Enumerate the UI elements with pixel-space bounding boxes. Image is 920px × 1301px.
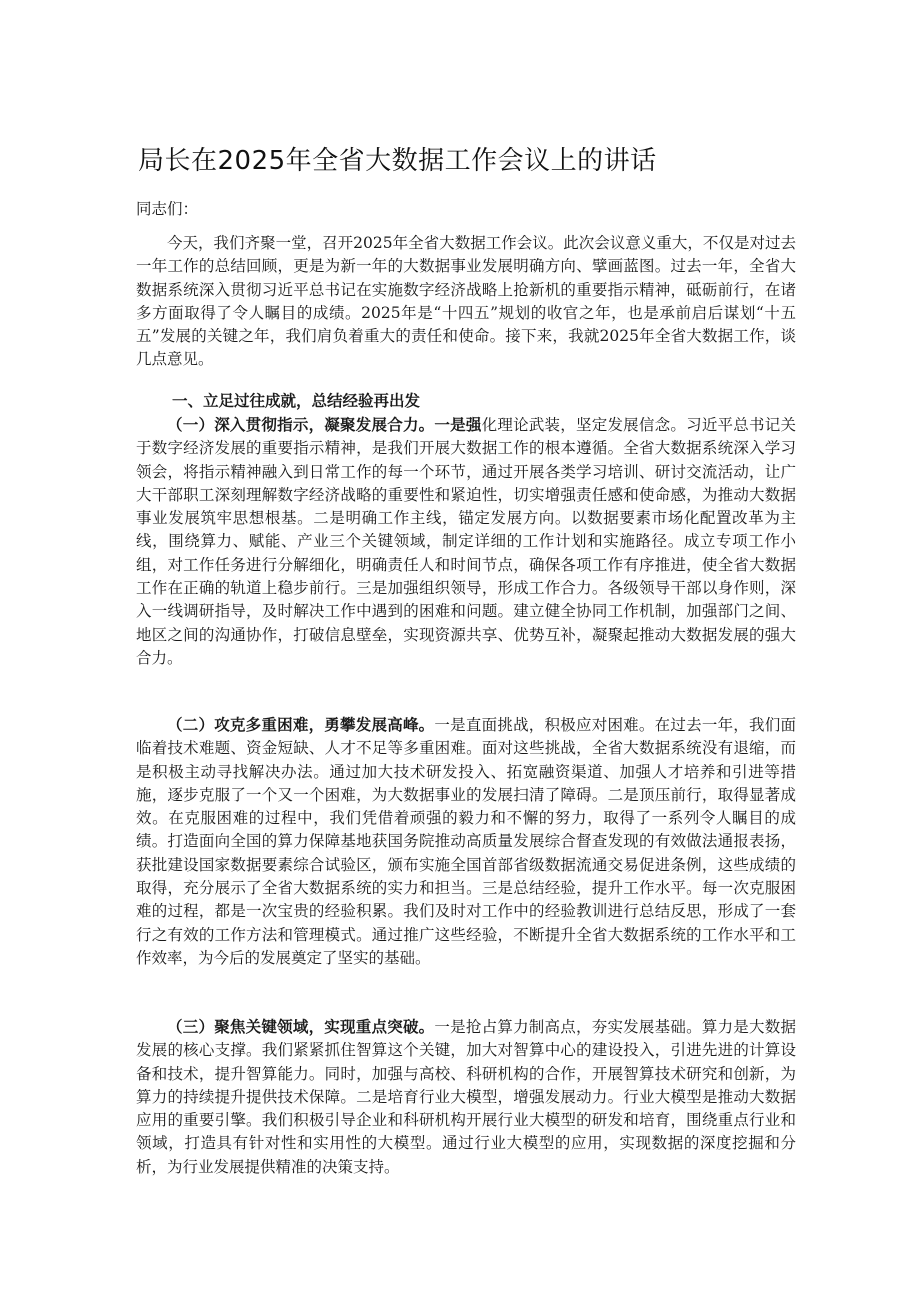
section-one-paragraph-2 xyxy=(136,714,796,970)
paragraph-1-body: 化理论武装，坚定发展信念。习近平总书记关于数字经济发展的重要指示精神，是我们开展大数据工作的根本遵循。全省大数据系统深入学习领会，将指示精神融入到日常工作的每一个环节，通过开展各类学习培训、研讨交流活动，让广大干部职工深刻理解数字经济战略的重要性和紧迫性，切实增强责任感和使命感，为推动大数据事业发展筑牢思想根基。二是明确工作主线，锚定发展方向。以数据要素市场化配置改革为主线，围绕算力、赋能、产业三个关键领域，制定详细的工作计划和实施路径。成立专项工作小组，对工作任务进行分解细化，明确责任人和时间节点，确保各项工作有序推进，使全省大数据工作在正确的轨道上稳步前行。三是加强组织领导，形成工作合力。各级领导干部以身作则，深入一线调研指导，及时解决工作中遇到的困难和问题。建立健全协同工作机制，加强部门之间、地区之间的沟通协作，打破信息壁垒，实现资源共享、优势互补，凝聚起推动大数据发展的强大合力。 xyxy=(136,416,796,667)
section-one-paragraph-1 xyxy=(136,414,796,670)
paragraph-2-lead: （二）攻克多重困难，勇攀发展高峰。 xyxy=(167,716,435,734)
paragraph-3-lead: （三）聚焦关键领域，实现重点突破。 xyxy=(167,1018,435,1036)
salutation: 同志们： xyxy=(136,200,199,218)
intro-paragraph: 今天，我们齐聚一堂，召开2025年全省大数据工作会议。此次会议意义重大，不仅是对过去一年工作的总结回顾，更是为新一年的大数据事业发展明确方向、擘画蓝图。过去一年，全省大数据系统深入贯彻习近平总书记在实施数字经济战略上抢新机的重要指示精神，砥砺前行，在诸多方面取得了令人瞩目的成绩。2025年是“十四五”规划的收官之年，也是承前启后谋划“十五五”发展的关键之年，我们肩负着重大的责任和使命。接下来，我就2025年全省大数据工作，谈几点意见。 xyxy=(136,234,796,369)
document-title: 局长在2025年全省大数据工作会议上的讲话 xyxy=(138,146,657,176)
paragraph-1-lead: （一）深入贯彻指示，凝聚发展合力。一是强 xyxy=(167,416,482,434)
paragraph-2-body: 一是直面挑战，积极应对困难。在过去一年，我们面临着技术难题、资金短缺、人才不足等多重困难。面对这些挑战，全省大数据系统没有退缩，而是积极主动寻找解决办法。通过加大技术研发投入、拓宽融资渠道、加强人才培养和引进等措施，逐步克服了一个又一个困难，为大数据事业的发展扫清了障碍。二是顶压前行，取得显著成效。在克服困难的过程中，我们凭借着顽强的毅力和不懈的努力，取得了一系列令人瞩目的成绩。打造面向全国的算力保障基地获国务院推动高质量发展综合督查发现的有效做法通报表扬，获批建设国家数据要素综合试验区，颁布实施全国首部省级数据流通交易促进条例，这些成绩的取得，充分展示了全省大数据系统的实力和担当。三是总结经验，提升工作水平。每一次克服困难的过程，都是一次宝贵的经验积累。我们及时对工作中的经验教训进行总结反思，形成了一套行之有效的工作方法和管理模式。通过推广这些经验，不断提升全省大数据系统的工作水平和工作效率，为今后的发展奠定了坚实的基础。 xyxy=(136,716,796,967)
section-one-paragraph-3 xyxy=(136,1016,796,1179)
section-one-heading: 一、立足过往成就，总结经验再出发 xyxy=(172,392,421,410)
paragraph-3-body: 一是抢占算力制高点，夯实发展基础。算力是大数据发展的核心支撑。我们紧紧抓住智算这个关键，加大对智算中心的建设投入，引进先进的计算设备和技术，提升智算能力。同时，加强与高校、科研机构的合作，开展智算技术研究和创新，为算力的持续提升提供技术保障。二是培育行业大模型，增强发展动力。行业大模型是推动大数据应用的重要引擎。我们积极引导企业和科研机构开展行业大模型的研发和培育，围绕重点行业和领域，打造具有针对性和实用性的大模型。通过行业大模型的应用，实现数据的深度挖掘和分析，为行业发展提供精准的决策支持。 xyxy=(136,1018,796,1176)
